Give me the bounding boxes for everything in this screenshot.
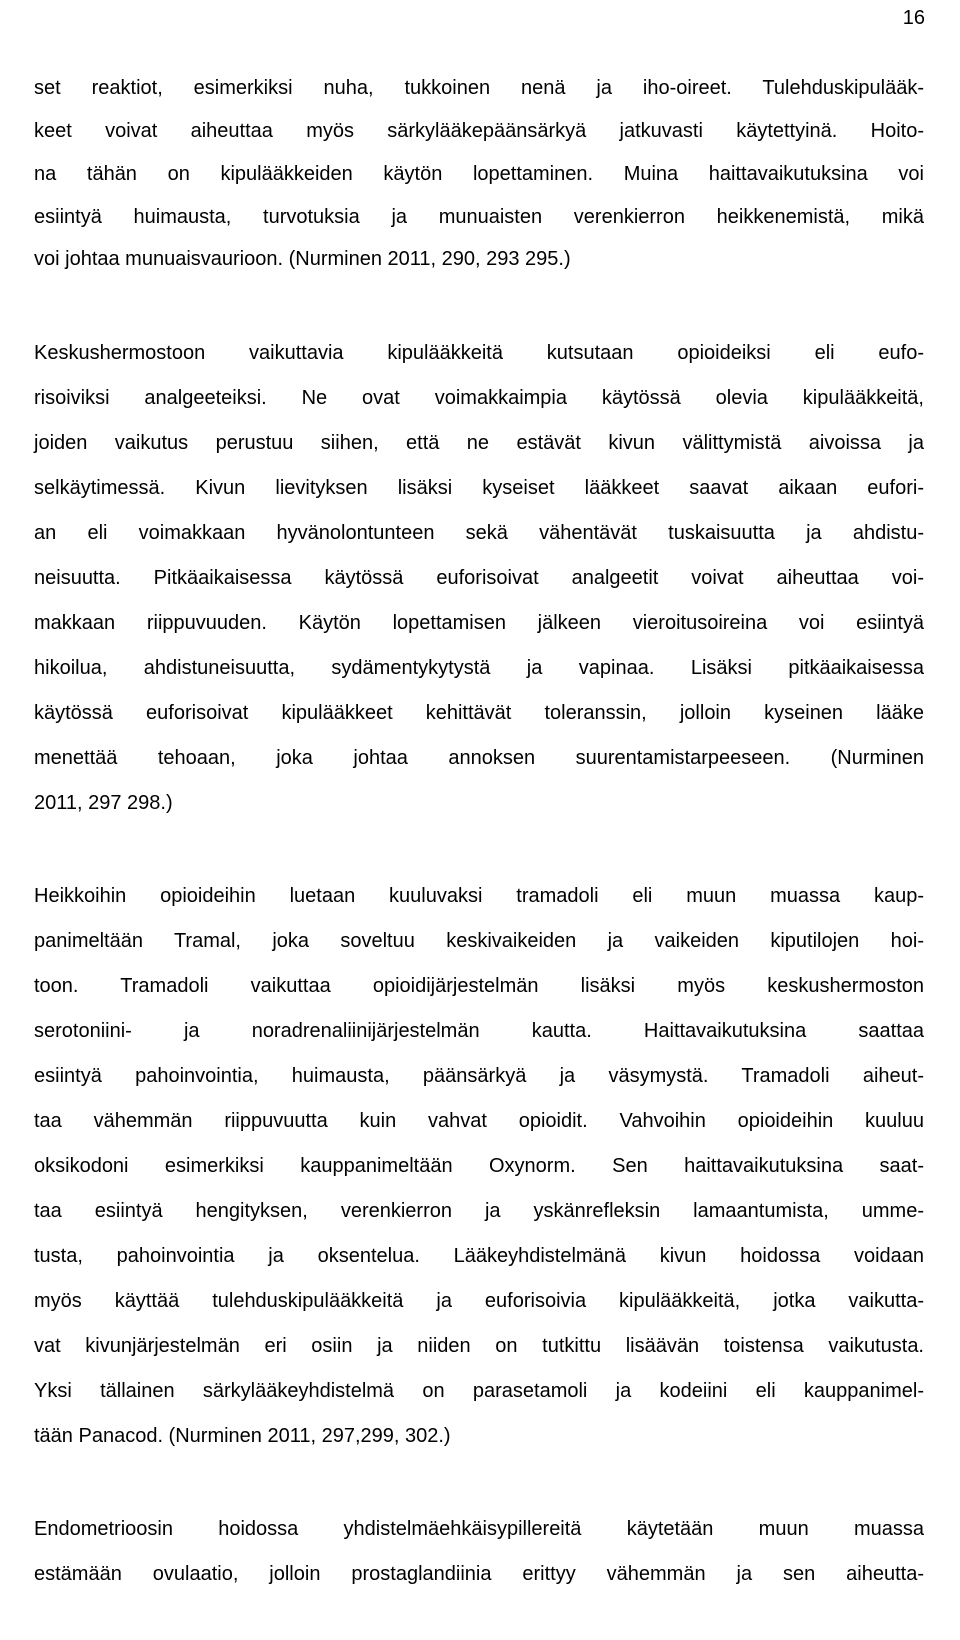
text-line: käytössä euforisoivat kipulääkkeet kehittävät toleranssin, jolloin kyseinen lääke xyxy=(34,702,924,724)
text-line: taa vähemmän riippuvuutta kuin vahvat opioidit. Vahvoihin opioideihin kuuluu xyxy=(34,1110,924,1132)
text-line: Keskushermostoon vaikuttavia kipulääkkeitä kutsutaan opioideiksi eli eufo- xyxy=(34,342,924,364)
text-line: serotoniini- ja noradrenaliinijärjestelmän kautta. Haittavaikutuksina saattaa xyxy=(34,1020,924,1042)
text-line: 2011, 297 298.) xyxy=(34,792,173,814)
text-line: vat kivunjärjestelmän eri osiin ja niiden on tutkittu lisäävän toistensa vaikutusta. xyxy=(34,1335,924,1357)
text-line: an eli voimakkaan hyvänolontunteen sekä vähentävät tuskaisuutta ja ahdistu- xyxy=(34,522,924,544)
text-line: voi johtaa munuaisvaurioon. (Nurminen 2011, 290, 293 295.) xyxy=(34,248,571,270)
text-line: taa esiintyä hengityksen, verenkierron ja yskänrefleksin lamaantumista, umme- xyxy=(34,1200,924,1222)
text-line: tusta, pahoinvointia ja oksentelua. Lääkeyhdistelmänä kivun hoidossa voidaan xyxy=(34,1245,924,1267)
text-line: estämään ovulaatio, jolloin prostaglandiinia erittyy vähemmän ja sen aiheutta- xyxy=(34,1563,924,1585)
text-line: keet voivat aiheuttaa myös särkylääkepäänsärkyä jatkuvasti käytettyinä. Hoito- xyxy=(34,120,924,142)
text-line: menettää tehoaan, joka johtaa annoksen suurentamistarpeeseen. (Nurminen xyxy=(34,747,924,769)
text-line: set reaktiot, esimerkiksi nuha, tukkoinen nenä ja iho-oireet. Tulehduskipulääk- xyxy=(34,77,924,99)
text-line: neisuutta. Pitkäaikaisessa käytössä euforisoivat analgeetit voivat aiheuttaa voi- xyxy=(34,567,924,589)
text-line: Endometrioosin hoidossa yhdistelmäehkäisypillereitä käytetään muun muassa xyxy=(34,1518,924,1540)
text-line: selkäytimessä. Kivun lievityksen lisäksi kyseiset lääkkeet saavat aikaan eufori- xyxy=(34,477,924,499)
text-line: esiintyä pahoinvointia, huimausta, päänsärkyä ja väsymystä. Tramadoli aiheut- xyxy=(34,1065,924,1087)
text-line: makkaan riippuvuuden. Käytön lopettamisen jälkeen vieroitusoireina voi esiintyä xyxy=(34,612,924,634)
text-line: panimeltään Tramal, joka soveltuu keskivaikeiden ja vaikeiden kiputilojen hoi- xyxy=(34,930,924,952)
text-line: myös käyttää tulehduskipulääkkeitä ja euforisoivia kipulääkkeitä, jotka vaikutta- xyxy=(34,1290,924,1312)
text-line: Yksi tällainen särkylääkeyhdistelmä on parasetamoli ja kodeiini eli kauppanimel- xyxy=(34,1380,924,1402)
text-line: Heikkoihin opioideihin luetaan kuuluvaksi tramadoli eli muun muassa kaup- xyxy=(34,885,924,907)
text-line: oksikodoni esimerkiksi kauppanimeltään Oxynorm. Sen haittavaikutuksina saat- xyxy=(34,1155,924,1177)
text-line: na tähän on kipulääkkeiden käytön lopettaminen. Muina haittavaikutuksina voi xyxy=(34,163,924,185)
text-line: hikoilua, ahdistuneisuutta, sydämentykytystä ja vapinaa. Lisäksi pitkäaikaisessa xyxy=(34,657,924,679)
text-line: tään Panacod. (Nurminen 2011, 297,299, 302.) xyxy=(34,1425,451,1447)
text-line: esiintyä huimausta, turvotuksia ja munuaisten verenkierron heikkenemistä, mikä xyxy=(34,206,924,228)
page-number: 16 xyxy=(902,7,925,29)
text-line: risoiviksi analgeeteiksi. Ne ovat voimakkaimpia käytössä olevia kipulääkkeitä, xyxy=(34,387,924,409)
text-line: joiden vaikutus perustuu siihen, että ne estävät kivun välittymistä aivoissa ja xyxy=(34,432,924,454)
text-line: toon. Tramadoli vaikuttaa opioidijärjestelmän lisäksi myös keskushermoston xyxy=(34,975,924,997)
